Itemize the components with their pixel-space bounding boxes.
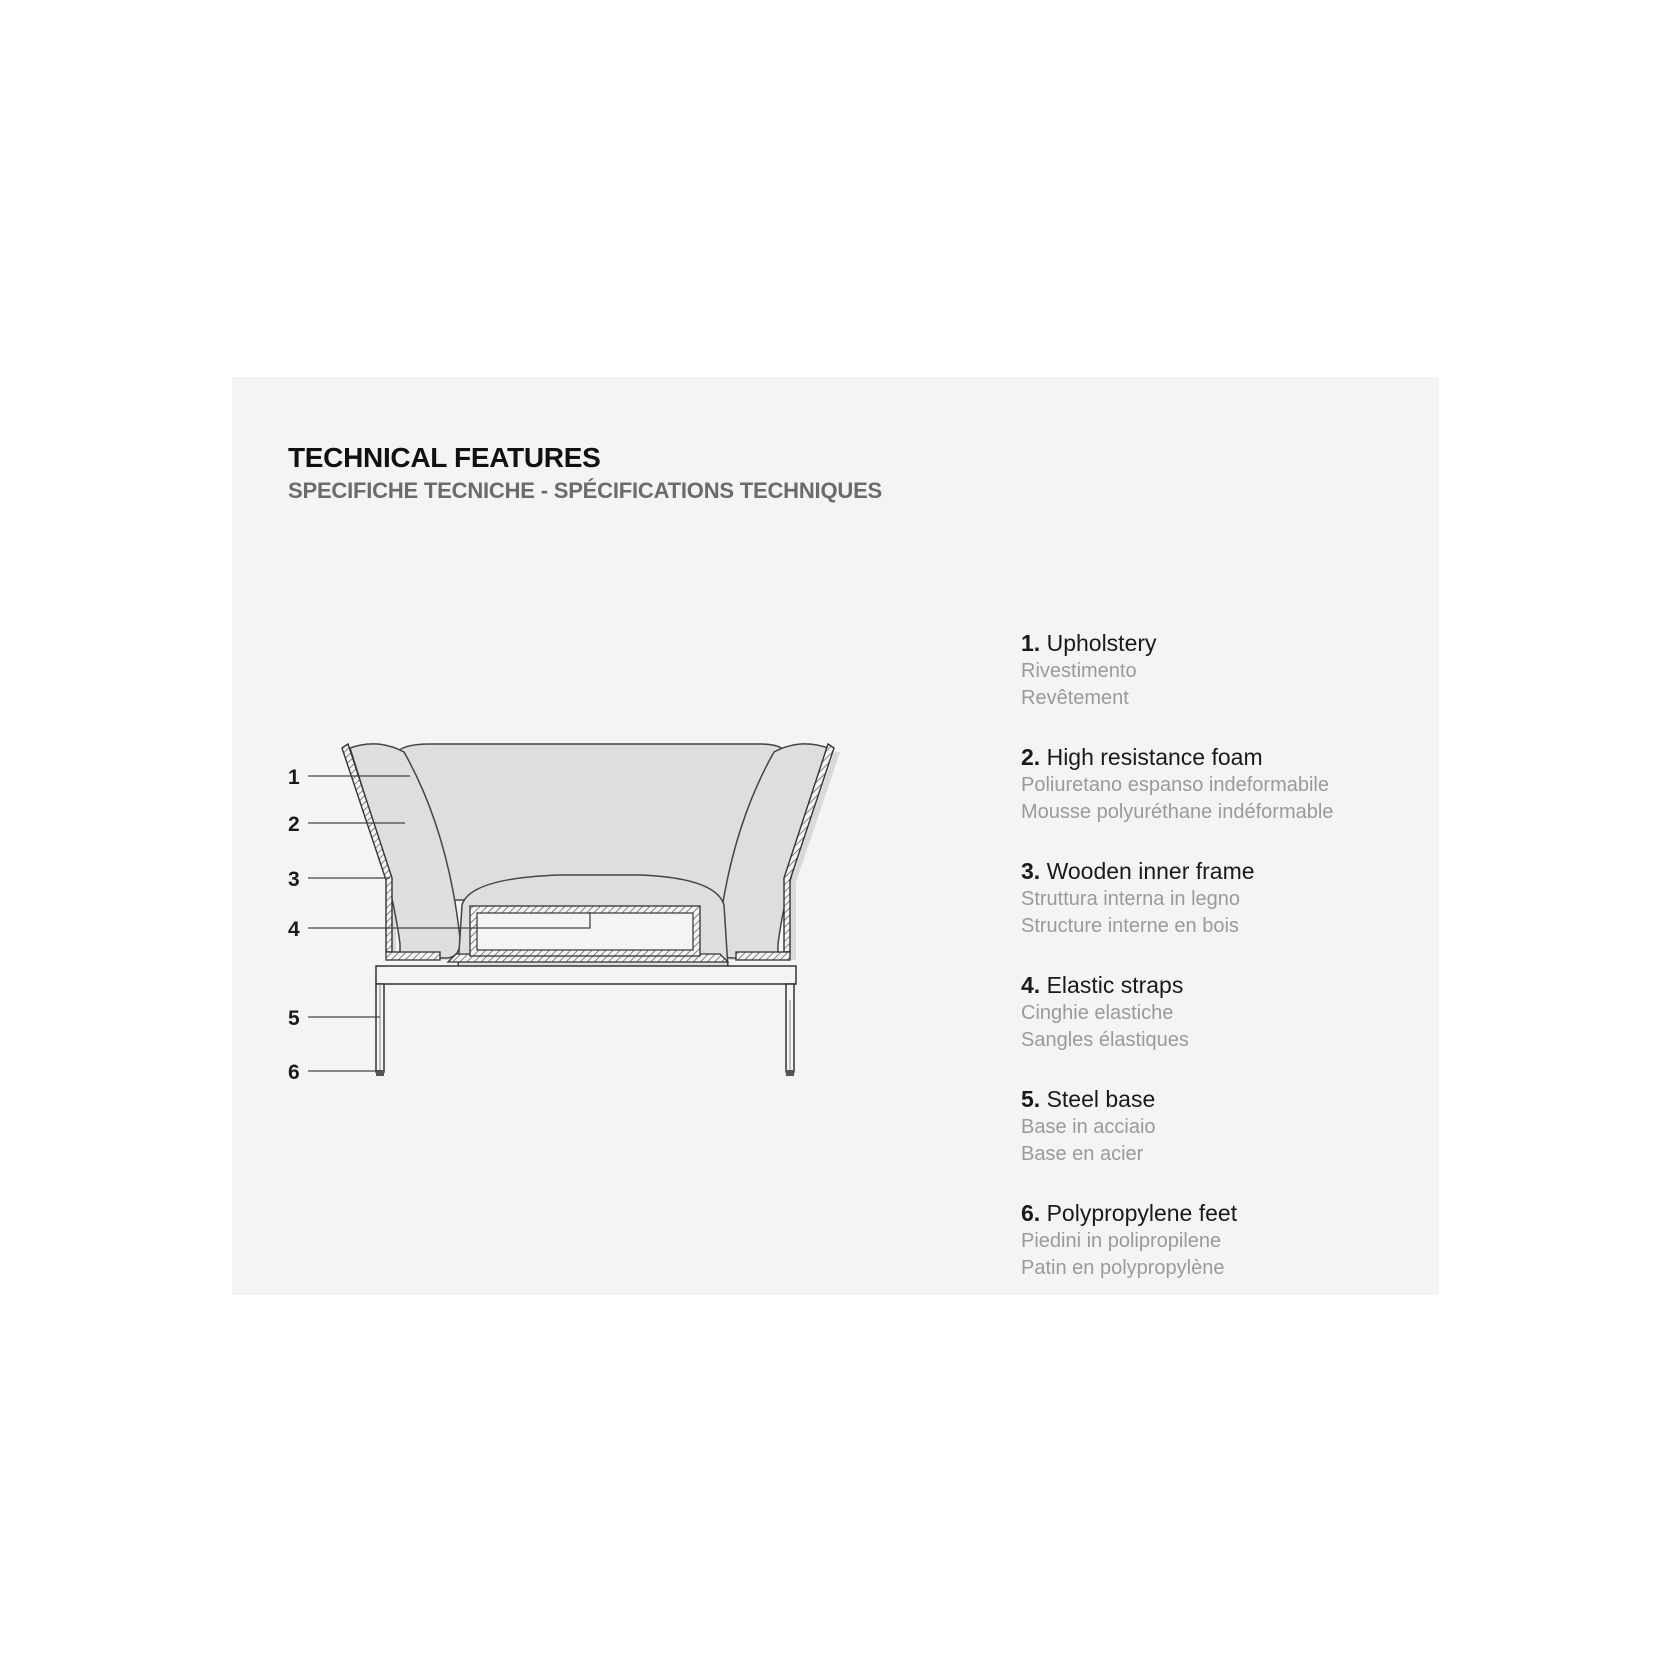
legend-label: Polypropylene feet <box>1046 1200 1238 1226</box>
legend-item-elastic-straps <box>1021 970 1421 1084</box>
legend-italian: Cinghie elastiche <box>1021 1002 1174 1024</box>
legend-heading <box>1021 742 1421 772</box>
legend-heading <box>1021 856 1421 886</box>
legend-label: Steel base <box>1046 1086 1156 1112</box>
right-polypropylene-foot <box>786 1070 794 1076</box>
page-subtitle: SPECIFICHE TECNICHE - SPÉCIFICATIONS TECHNIQUES <box>288 478 883 503</box>
legend-heading <box>1021 1084 1421 1114</box>
legend-number: 5. <box>1021 1086 1041 1112</box>
callout-4-label: 4 <box>288 918 300 941</box>
right-bottom-board <box>736 952 790 960</box>
legend-french: Mousse polyuréthane indéformable <box>1021 801 1334 823</box>
legend-label: Elastic straps <box>1046 972 1184 998</box>
legend-french: Sangles élastiques <box>1021 1029 1189 1051</box>
legend-label: High resistance foam <box>1046 744 1263 770</box>
elastic-straps-inner <box>477 913 693 950</box>
legend-item-foam <box>1021 742 1421 856</box>
armchair-section-diagram <box>280 730 860 1090</box>
legend-italian: Rivestimento <box>1021 660 1137 682</box>
legend-label: Upholstery <box>1046 630 1157 656</box>
legend-italian: Piedini in polipropilene <box>1021 1230 1222 1252</box>
callout-3-label: 3 <box>288 868 300 891</box>
legend-item-wooden-frame <box>1021 856 1421 970</box>
legend-number: 1. <box>1021 630 1041 656</box>
legend-heading <box>1021 970 1421 1000</box>
callout-5-label: 5 <box>288 1007 300 1030</box>
callout-6-label: 6 <box>288 1061 300 1084</box>
legend-number: 6. <box>1021 1200 1041 1226</box>
legend-item-feet <box>1021 1198 1421 1312</box>
legend-number: 2. <box>1021 744 1041 770</box>
legend-heading <box>1021 1198 1421 1228</box>
legend-french: Structure interne en bois <box>1021 915 1239 937</box>
steel-base-bar <box>376 966 796 984</box>
legend-french: Base en acier <box>1021 1143 1144 1165</box>
legend-number: 3. <box>1021 858 1041 884</box>
legend-french: Patin en polypropylène <box>1021 1257 1225 1279</box>
callout-1-label: 1 <box>288 766 300 789</box>
callout-2-label: 2 <box>288 813 300 836</box>
legend-italian: Poliuretano espanso indeformabile <box>1021 774 1329 796</box>
legend-italian: Base in acciaio <box>1021 1116 1156 1138</box>
legend-item-steel-base <box>1021 1084 1421 1198</box>
legend-heading <box>1021 628 1421 658</box>
features-legend <box>1021 628 1421 1312</box>
legend-french: Revêtement <box>1021 687 1129 709</box>
legend-italian: Struttura interna in legno <box>1021 888 1241 910</box>
page-title: TECHNICAL FEATURES <box>288 442 601 473</box>
legend-label: Wooden inner frame <box>1046 858 1255 884</box>
legend-item-upholstery <box>1021 628 1421 742</box>
legend-number: 4. <box>1021 972 1041 998</box>
left-bottom-board <box>386 952 440 960</box>
